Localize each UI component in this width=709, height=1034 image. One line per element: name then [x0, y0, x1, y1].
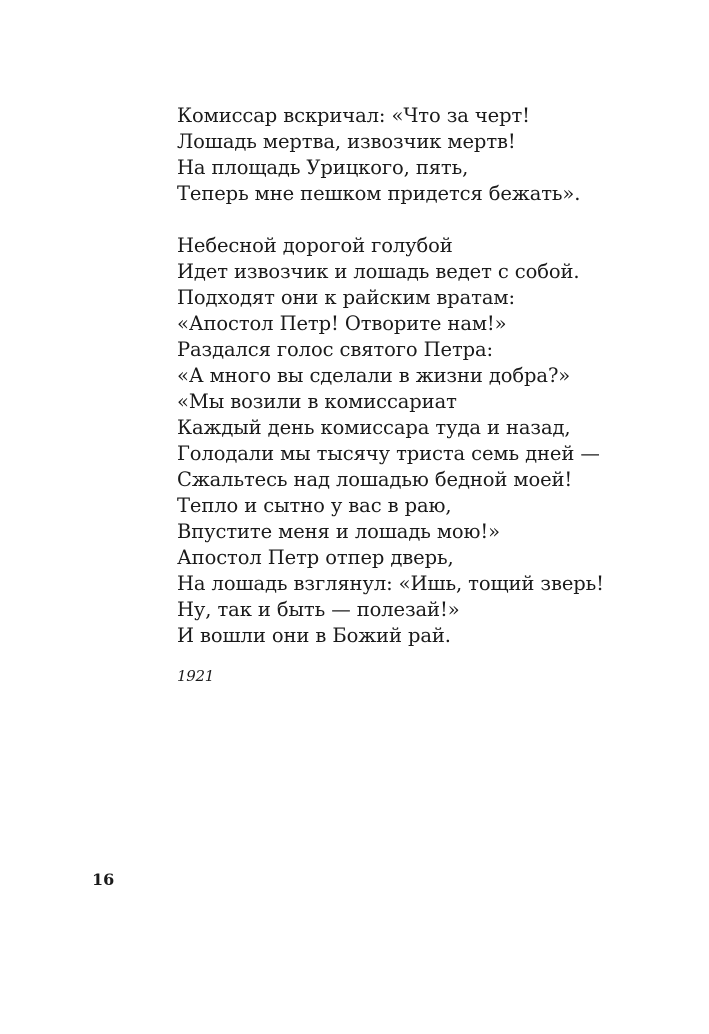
poem-line: Тепло и сытно у вас в раю, [177, 494, 452, 517]
poem-line: Сжальтесь над лошадью бедной моей! [177, 468, 573, 491]
poem-date: 1921 [177, 667, 214, 685]
poem-line: «Апостол Петр! Отворите нам!» [177, 312, 507, 335]
poem-line: Раздался голос святого Петра: [177, 338, 494, 361]
poem-line: «Мы возили в комиссариат [177, 390, 457, 413]
poem-line: Каждый день комиссара туда и назад, [177, 416, 571, 439]
poem-line: Теперь мне пешком придется бежать». [177, 182, 581, 205]
poem-line: Лошадь мертва, извозчик мертв! [177, 130, 516, 153]
poem-line: И вошли они в Божий рай. [177, 624, 451, 647]
stanza-1 [177, 103, 677, 207]
poem-line: Идет извозчик и лошадь ведет с собой. [177, 260, 580, 283]
poem-line: Небесной дорогой голубой [177, 234, 453, 257]
poem-line: «А много вы сделали в жизни добра?» [177, 364, 571, 387]
poem-line: Голодали мы тысячу триста семь дней — [177, 442, 600, 465]
poem-line: На лошадь взглянул: «Ишь, тощий зверь! [177, 572, 604, 595]
poem-line: Подходят они к райским вратам: [177, 286, 515, 309]
poem-line: Ну, так и быть — полезай!» [177, 598, 460, 621]
poem-line: На площадь Урицкого, пять, [177, 156, 469, 179]
poem-line: Впустите меня и лошадь мою!» [177, 520, 500, 543]
poem-line: Комиссар вскричал: «Что за черт! [177, 104, 530, 127]
stanza-2 [177, 233, 677, 649]
page-number: 16 [92, 870, 115, 889]
poem-line: Апостол Петр отпер дверь, [177, 546, 454, 569]
poem [177, 103, 677, 649]
